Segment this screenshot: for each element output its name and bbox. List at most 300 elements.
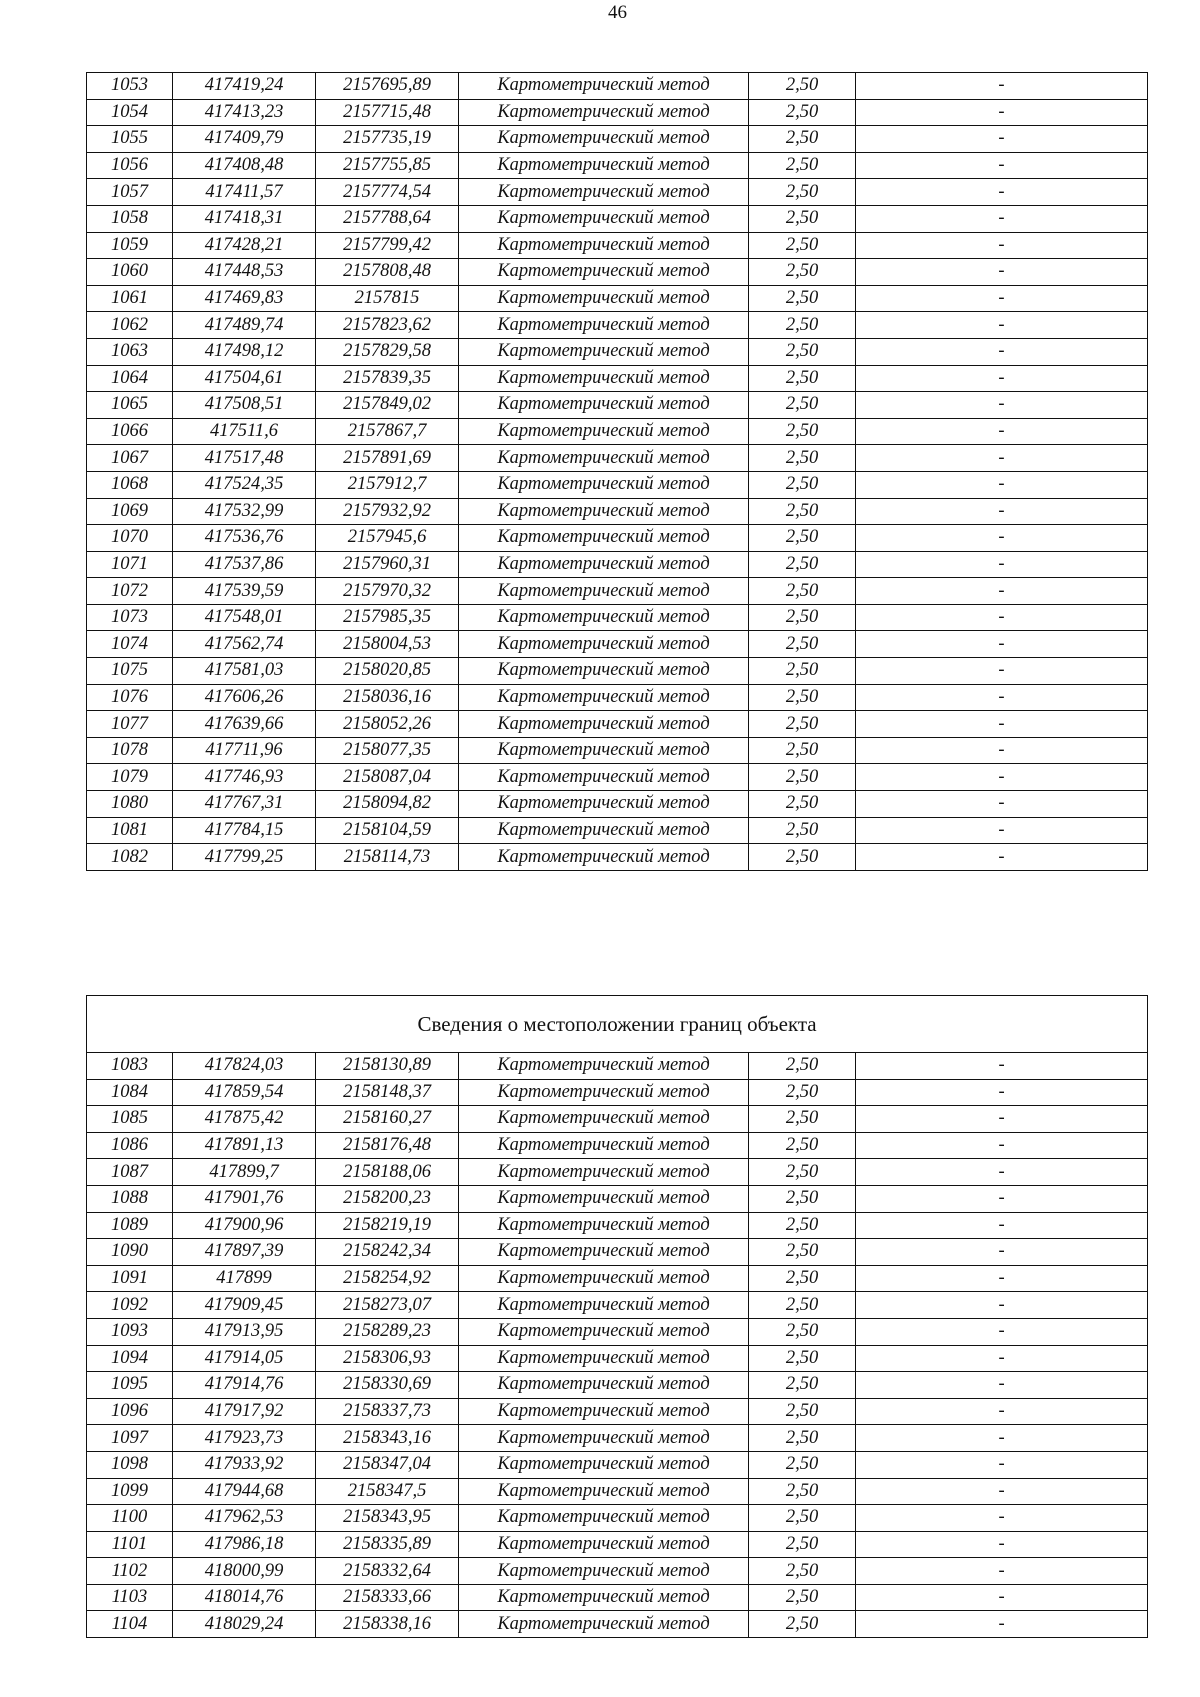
point-number-cell: 1083 — [87, 1053, 173, 1080]
point-number-cell: 1097 — [87, 1425, 173, 1452]
accuracy-cell: 2,50 — [749, 1398, 856, 1425]
accuracy-cell: 2,50 — [749, 684, 856, 711]
y-coordinate-cell: 2158114,73 — [316, 844, 459, 871]
table-row — [87, 232, 1148, 259]
method-cell: Картометрический метод — [459, 1318, 749, 1345]
x-coordinate-cell: 417448,53 — [173, 259, 316, 286]
method-cell: Картометрический метод — [459, 844, 749, 871]
table-row — [87, 1132, 1148, 1159]
table-row — [87, 259, 1148, 286]
table-row — [87, 1531, 1148, 1558]
description-cell: - — [856, 1425, 1148, 1452]
method-cell: Картометрический метод — [459, 1345, 749, 1372]
description-cell: - — [856, 1345, 1148, 1372]
y-coordinate-cell: 2158176,48 — [316, 1132, 459, 1159]
table-row — [87, 1345, 1148, 1372]
y-coordinate-cell: 2158087,04 — [316, 764, 459, 791]
method-cell: Картометрический метод — [459, 338, 749, 365]
y-coordinate-cell: 2158077,35 — [316, 737, 459, 764]
accuracy-cell: 2,50 — [749, 1079, 856, 1106]
accuracy-cell: 2,50 — [749, 338, 856, 365]
description-cell: - — [856, 1132, 1148, 1159]
description-cell: - — [856, 551, 1148, 578]
method-cell: Картометрический метод — [459, 1451, 749, 1478]
y-coordinate-cell: 2158343,95 — [316, 1505, 459, 1532]
description-cell: - — [856, 578, 1148, 605]
description-cell: - — [856, 1265, 1148, 1292]
y-coordinate-cell: 2157867,7 — [316, 418, 459, 445]
x-coordinate-cell: 417413,23 — [173, 99, 316, 126]
point-number-cell: 1104 — [87, 1611, 173, 1638]
y-coordinate-cell: 2158343,16 — [316, 1425, 459, 1452]
accuracy-cell: 2,50 — [749, 1345, 856, 1372]
method-cell: Картометрический метод — [459, 1398, 749, 1425]
x-coordinate-cell: 417581,03 — [173, 658, 316, 685]
x-coordinate-cell: 417923,73 — [173, 1425, 316, 1452]
accuracy-cell: 2,50 — [749, 126, 856, 153]
point-number-cell: 1065 — [87, 392, 173, 419]
x-coordinate-cell: 417418,31 — [173, 205, 316, 232]
table-row — [87, 1372, 1148, 1399]
accuracy-cell: 2,50 — [749, 205, 856, 232]
method-cell: Картометрический метод — [459, 658, 749, 685]
table-row — [87, 817, 1148, 844]
point-number-cell: 1072 — [87, 578, 173, 605]
table-row — [87, 365, 1148, 392]
method-cell: Картометрический метод — [459, 365, 749, 392]
method-cell: Картометрический метод — [459, 1079, 749, 1106]
y-coordinate-cell: 2157932,92 — [316, 498, 459, 525]
accuracy-cell: 2,50 — [749, 365, 856, 392]
table-row — [87, 1451, 1148, 1478]
point-number-cell: 1098 — [87, 1451, 173, 1478]
description-cell: - — [856, 126, 1148, 153]
description-cell: - — [856, 1398, 1148, 1425]
y-coordinate-cell: 2157960,31 — [316, 551, 459, 578]
accuracy-cell: 2,50 — [749, 1478, 856, 1505]
method-cell: Картометрический метод — [459, 1505, 749, 1532]
point-number-cell: 1086 — [87, 1132, 173, 1159]
x-coordinate-cell: 417897,39 — [173, 1239, 316, 1266]
method-cell: Картометрический метод — [459, 1265, 749, 1292]
y-coordinate-cell: 2158052,26 — [316, 711, 459, 738]
point-number-cell: 1057 — [87, 179, 173, 206]
point-number-cell: 1066 — [87, 418, 173, 445]
point-number-cell: 1073 — [87, 604, 173, 631]
method-cell: Картометрический метод — [459, 1531, 749, 1558]
table-row — [87, 525, 1148, 552]
x-coordinate-cell: 417875,42 — [173, 1106, 316, 1133]
x-coordinate-cell: 418014,76 — [173, 1584, 316, 1611]
accuracy-cell: 2,50 — [749, 232, 856, 259]
y-coordinate-cell: 2157891,69 — [316, 445, 459, 472]
accuracy-cell: 2,50 — [749, 445, 856, 472]
x-coordinate-cell: 417498,12 — [173, 338, 316, 365]
description-cell: - — [856, 338, 1148, 365]
accuracy-cell: 2,50 — [749, 737, 856, 764]
method-cell: Картометрический метод — [459, 471, 749, 498]
y-coordinate-cell: 2158148,37 — [316, 1079, 459, 1106]
description-cell: - — [856, 1372, 1148, 1399]
point-number-cell: 1076 — [87, 684, 173, 711]
description-cell: - — [856, 152, 1148, 179]
description-cell: - — [856, 392, 1148, 419]
accuracy-cell: 2,50 — [749, 179, 856, 206]
table-row — [87, 445, 1148, 472]
x-coordinate-cell: 418000,99 — [173, 1558, 316, 1585]
x-coordinate-cell: 417524,35 — [173, 471, 316, 498]
y-coordinate-cell: 2158330,69 — [316, 1372, 459, 1399]
method-cell: Картометрический метод — [459, 578, 749, 605]
accuracy-cell: 2,50 — [749, 844, 856, 871]
accuracy-cell: 2,50 — [749, 285, 856, 312]
method-cell: Картометрический метод — [459, 392, 749, 419]
accuracy-cell: 2,50 — [749, 1106, 856, 1133]
description-cell: - — [856, 1159, 1148, 1186]
accuracy-cell: 2,50 — [749, 658, 856, 685]
y-coordinate-cell: 2157695,89 — [316, 73, 459, 100]
y-coordinate-cell: 2157808,48 — [316, 259, 459, 286]
method-cell: Картометрический метод — [459, 99, 749, 126]
x-coordinate-cell: 417511,6 — [173, 418, 316, 445]
point-number-cell: 1091 — [87, 1265, 173, 1292]
x-coordinate-cell: 417562,74 — [173, 631, 316, 658]
point-number-cell: 1100 — [87, 1505, 173, 1532]
y-coordinate-cell: 2158242,34 — [316, 1239, 459, 1266]
description-cell: - — [856, 1292, 1148, 1319]
accuracy-cell: 2,50 — [749, 1265, 856, 1292]
y-coordinate-cell: 2158219,19 — [316, 1212, 459, 1239]
y-coordinate-cell: 2158337,73 — [316, 1398, 459, 1425]
method-cell: Картометрический метод — [459, 817, 749, 844]
accuracy-cell: 2,50 — [749, 578, 856, 605]
x-coordinate-cell: 417986,18 — [173, 1531, 316, 1558]
table-row — [87, 1292, 1148, 1319]
accuracy-cell: 2,50 — [749, 631, 856, 658]
point-number-cell: 1068 — [87, 471, 173, 498]
accuracy-cell: 2,50 — [749, 1584, 856, 1611]
table-row — [87, 1239, 1148, 1266]
method-cell: Картометрический метод — [459, 711, 749, 738]
y-coordinate-cell: 2158104,59 — [316, 817, 459, 844]
accuracy-cell: 2,50 — [749, 1159, 856, 1186]
description-cell: - — [856, 844, 1148, 871]
method-cell: Картометрический метод — [459, 1292, 749, 1319]
point-number-cell: 1090 — [87, 1239, 173, 1266]
x-coordinate-cell: 417606,26 — [173, 684, 316, 711]
y-coordinate-cell: 2157774,54 — [316, 179, 459, 206]
method-cell: Картометрический метод — [459, 764, 749, 791]
accuracy-cell: 2,50 — [749, 1212, 856, 1239]
x-coordinate-cell: 417428,21 — [173, 232, 316, 259]
table-row — [87, 1584, 1148, 1611]
x-coordinate-cell: 417537,86 — [173, 551, 316, 578]
x-coordinate-cell: 417746,93 — [173, 764, 316, 791]
table-row — [87, 99, 1148, 126]
x-coordinate-cell: 417767,31 — [173, 791, 316, 818]
y-coordinate-cell: 2157815 — [316, 285, 459, 312]
point-number-cell: 1053 — [87, 73, 173, 100]
method-cell: Картометрический метод — [459, 1053, 749, 1080]
table-row — [87, 1159, 1148, 1186]
point-number-cell: 1071 — [87, 551, 173, 578]
point-number-cell: 1062 — [87, 312, 173, 339]
accuracy-cell: 2,50 — [749, 1132, 856, 1159]
point-number-cell: 1094 — [87, 1345, 173, 1372]
y-coordinate-cell: 2157912,7 — [316, 471, 459, 498]
x-coordinate-cell: 417962,53 — [173, 1505, 316, 1532]
method-cell: Картометрический метод — [459, 152, 749, 179]
x-coordinate-cell: 417900,96 — [173, 1212, 316, 1239]
table-row — [87, 658, 1148, 685]
table-row — [87, 338, 1148, 365]
accuracy-cell: 2,50 — [749, 1239, 856, 1266]
accuracy-cell: 2,50 — [749, 312, 856, 339]
table-row — [87, 73, 1148, 100]
method-cell: Картометрический метод — [459, 205, 749, 232]
y-coordinate-cell: 2158347,04 — [316, 1451, 459, 1478]
description-cell: - — [856, 73, 1148, 100]
table-row — [87, 392, 1148, 419]
section-title: Сведения о местоположении границ объекта — [87, 996, 1148, 1053]
method-cell: Картометрический метод — [459, 179, 749, 206]
point-number-cell: 1089 — [87, 1212, 173, 1239]
method-cell: Картометрический метод — [459, 1132, 749, 1159]
table-row — [87, 551, 1148, 578]
point-number-cell: 1081 — [87, 817, 173, 844]
x-coordinate-cell: 417933,92 — [173, 1451, 316, 1478]
x-coordinate-cell: 417408,48 — [173, 152, 316, 179]
accuracy-cell: 2,50 — [749, 1451, 856, 1478]
description-cell: - — [856, 1451, 1148, 1478]
y-coordinate-cell: 2158094,82 — [316, 791, 459, 818]
accuracy-cell: 2,50 — [749, 471, 856, 498]
method-cell: Картометрический метод — [459, 1159, 749, 1186]
point-number-cell: 1059 — [87, 232, 173, 259]
accuracy-cell: 2,50 — [749, 817, 856, 844]
point-number-cell: 1102 — [87, 1558, 173, 1585]
accuracy-cell: 2,50 — [749, 1372, 856, 1399]
method-cell: Картометрический метод — [459, 1372, 749, 1399]
point-number-cell: 1064 — [87, 365, 173, 392]
x-coordinate-cell: 417504,61 — [173, 365, 316, 392]
method-cell: Картометрический метод — [459, 737, 749, 764]
description-cell: - — [856, 99, 1148, 126]
y-coordinate-cell: 2158020,85 — [316, 658, 459, 685]
table-row — [87, 711, 1148, 738]
y-coordinate-cell: 2158188,06 — [316, 1159, 459, 1186]
accuracy-cell: 2,50 — [749, 73, 856, 100]
accuracy-cell: 2,50 — [749, 498, 856, 525]
table-row — [87, 1106, 1148, 1133]
y-coordinate-cell: 2157799,42 — [316, 232, 459, 259]
table-row — [87, 1478, 1148, 1505]
point-number-cell: 1075 — [87, 658, 173, 685]
accuracy-cell: 2,50 — [749, 791, 856, 818]
y-coordinate-cell: 2157715,48 — [316, 99, 459, 126]
description-cell: - — [856, 791, 1148, 818]
point-number-cell: 1069 — [87, 498, 173, 525]
x-coordinate-cell: 417914,76 — [173, 1372, 316, 1399]
description-cell: - — [856, 498, 1148, 525]
point-number-cell: 1060 — [87, 259, 173, 286]
table-row — [87, 631, 1148, 658]
method-cell: Картометрический метод — [459, 73, 749, 100]
description-cell: - — [856, 471, 1148, 498]
method-cell: Картометрический метод — [459, 1478, 749, 1505]
description-cell: - — [856, 1478, 1148, 1505]
x-coordinate-cell: 417409,79 — [173, 126, 316, 153]
method-cell: Картометрический метод — [459, 232, 749, 259]
description-cell: - — [856, 285, 1148, 312]
table-row — [87, 205, 1148, 232]
accuracy-cell: 2,50 — [749, 764, 856, 791]
point-number-cell: 1085 — [87, 1106, 173, 1133]
table-row — [87, 285, 1148, 312]
y-coordinate-cell: 2157788,64 — [316, 205, 459, 232]
y-coordinate-cell: 2157970,32 — [316, 578, 459, 605]
x-coordinate-cell: 417517,48 — [173, 445, 316, 472]
description-cell: - — [856, 1239, 1148, 1266]
y-coordinate-cell: 2158200,23 — [316, 1185, 459, 1212]
point-number-cell: 1096 — [87, 1398, 173, 1425]
table-row — [87, 1558, 1148, 1585]
point-number-cell: 1074 — [87, 631, 173, 658]
point-number-cell: 1077 — [87, 711, 173, 738]
table-row — [87, 498, 1148, 525]
accuracy-cell: 2,50 — [749, 604, 856, 631]
x-coordinate-cell: 417489,74 — [173, 312, 316, 339]
coordinates-table-1 — [86, 72, 1148, 871]
accuracy-cell: 2,50 — [749, 1531, 856, 1558]
method-cell: Картометрический метод — [459, 1185, 749, 1212]
point-number-cell: 1099 — [87, 1478, 173, 1505]
description-cell: - — [856, 711, 1148, 738]
point-number-cell: 1061 — [87, 285, 173, 312]
x-coordinate-cell: 417824,03 — [173, 1053, 316, 1080]
table-row — [87, 1318, 1148, 1345]
point-number-cell: 1092 — [87, 1292, 173, 1319]
point-number-cell: 1055 — [87, 126, 173, 153]
method-cell: Картометрический метод — [459, 1425, 749, 1452]
description-cell: - — [856, 1079, 1148, 1106]
description-cell: - — [856, 604, 1148, 631]
method-cell: Картометрический метод — [459, 1558, 749, 1585]
method-cell: Картометрический метод — [459, 285, 749, 312]
x-coordinate-cell: 417901,76 — [173, 1185, 316, 1212]
accuracy-cell: 2,50 — [749, 1425, 856, 1452]
x-coordinate-cell: 417419,24 — [173, 73, 316, 100]
description-cell: - — [856, 1611, 1148, 1638]
y-coordinate-cell: 2158254,92 — [316, 1265, 459, 1292]
x-coordinate-cell: 417536,76 — [173, 525, 316, 552]
description-cell: - — [856, 1558, 1148, 1585]
y-coordinate-cell: 2157839,35 — [316, 365, 459, 392]
method-cell: Картометрический метод — [459, 418, 749, 445]
description-cell: - — [856, 1584, 1148, 1611]
table-row — [87, 1611, 1148, 1638]
table-row — [87, 1079, 1148, 1106]
description-cell: - — [856, 205, 1148, 232]
point-number-cell: 1084 — [87, 1079, 173, 1106]
table-row — [87, 764, 1148, 791]
point-number-cell: 1056 — [87, 152, 173, 179]
y-coordinate-cell: 2158332,64 — [316, 1558, 459, 1585]
table-row — [87, 1265, 1148, 1292]
y-coordinate-cell: 2157945,6 — [316, 525, 459, 552]
accuracy-cell: 2,50 — [749, 392, 856, 419]
point-number-cell: 1067 — [87, 445, 173, 472]
description-cell: - — [856, 1053, 1148, 1080]
accuracy-cell: 2,50 — [749, 1558, 856, 1585]
table-row — [87, 791, 1148, 818]
x-coordinate-cell: 417899,7 — [173, 1159, 316, 1186]
y-coordinate-cell: 2158160,27 — [316, 1106, 459, 1133]
description-cell: - — [856, 232, 1148, 259]
point-number-cell: 1082 — [87, 844, 173, 871]
point-number-cell: 1095 — [87, 1372, 173, 1399]
method-cell: Картометрический метод — [459, 259, 749, 286]
method-cell: Картометрический метод — [459, 1584, 749, 1611]
point-number-cell: 1087 — [87, 1159, 173, 1186]
method-cell: Картометрический метод — [459, 604, 749, 631]
accuracy-cell: 2,50 — [749, 1053, 856, 1080]
accuracy-cell: 2,50 — [749, 1185, 856, 1212]
table-row — [87, 179, 1148, 206]
y-coordinate-cell: 2158273,07 — [316, 1292, 459, 1319]
x-coordinate-cell: 417639,66 — [173, 711, 316, 738]
table-row — [87, 1053, 1148, 1080]
description-cell: - — [856, 445, 1148, 472]
method-cell: Картометрический метод — [459, 445, 749, 472]
description-cell: - — [856, 737, 1148, 764]
description-cell: - — [856, 631, 1148, 658]
x-coordinate-cell: 417411,57 — [173, 179, 316, 206]
point-number-cell: 1070 — [87, 525, 173, 552]
description-cell: - — [856, 179, 1148, 206]
method-cell: Картометрический метод — [459, 498, 749, 525]
x-coordinate-cell: 417784,15 — [173, 817, 316, 844]
x-coordinate-cell: 417917,92 — [173, 1398, 316, 1425]
y-coordinate-cell: 2157755,85 — [316, 152, 459, 179]
accuracy-cell: 2,50 — [749, 1318, 856, 1345]
method-cell: Картометрический метод — [459, 1106, 749, 1133]
description-cell: - — [856, 259, 1148, 286]
accuracy-cell: 2,50 — [749, 1292, 856, 1319]
accuracy-cell: 2,50 — [749, 259, 856, 286]
method-cell: Картометрический метод — [459, 1239, 749, 1266]
y-coordinate-cell: 2157985,35 — [316, 604, 459, 631]
point-number-cell: 1063 — [87, 338, 173, 365]
method-cell: Картометрический метод — [459, 525, 749, 552]
accuracy-cell: 2,50 — [749, 1505, 856, 1532]
table-row — [87, 312, 1148, 339]
y-coordinate-cell: 2157829,58 — [316, 338, 459, 365]
y-coordinate-cell: 2158130,89 — [316, 1053, 459, 1080]
coordinates-table-2 — [86, 995, 1148, 1638]
point-number-cell: 1088 — [87, 1185, 173, 1212]
y-coordinate-cell: 2158004,53 — [316, 631, 459, 658]
table-row — [87, 844, 1148, 871]
x-coordinate-cell: 417909,45 — [173, 1292, 316, 1319]
method-cell: Картометрический метод — [459, 1611, 749, 1638]
table-row — [87, 152, 1148, 179]
table-row — [87, 418, 1148, 445]
accuracy-cell: 2,50 — [749, 418, 856, 445]
x-coordinate-cell: 417944,68 — [173, 1478, 316, 1505]
y-coordinate-cell: 2158338,16 — [316, 1611, 459, 1638]
description-cell: - — [856, 365, 1148, 392]
